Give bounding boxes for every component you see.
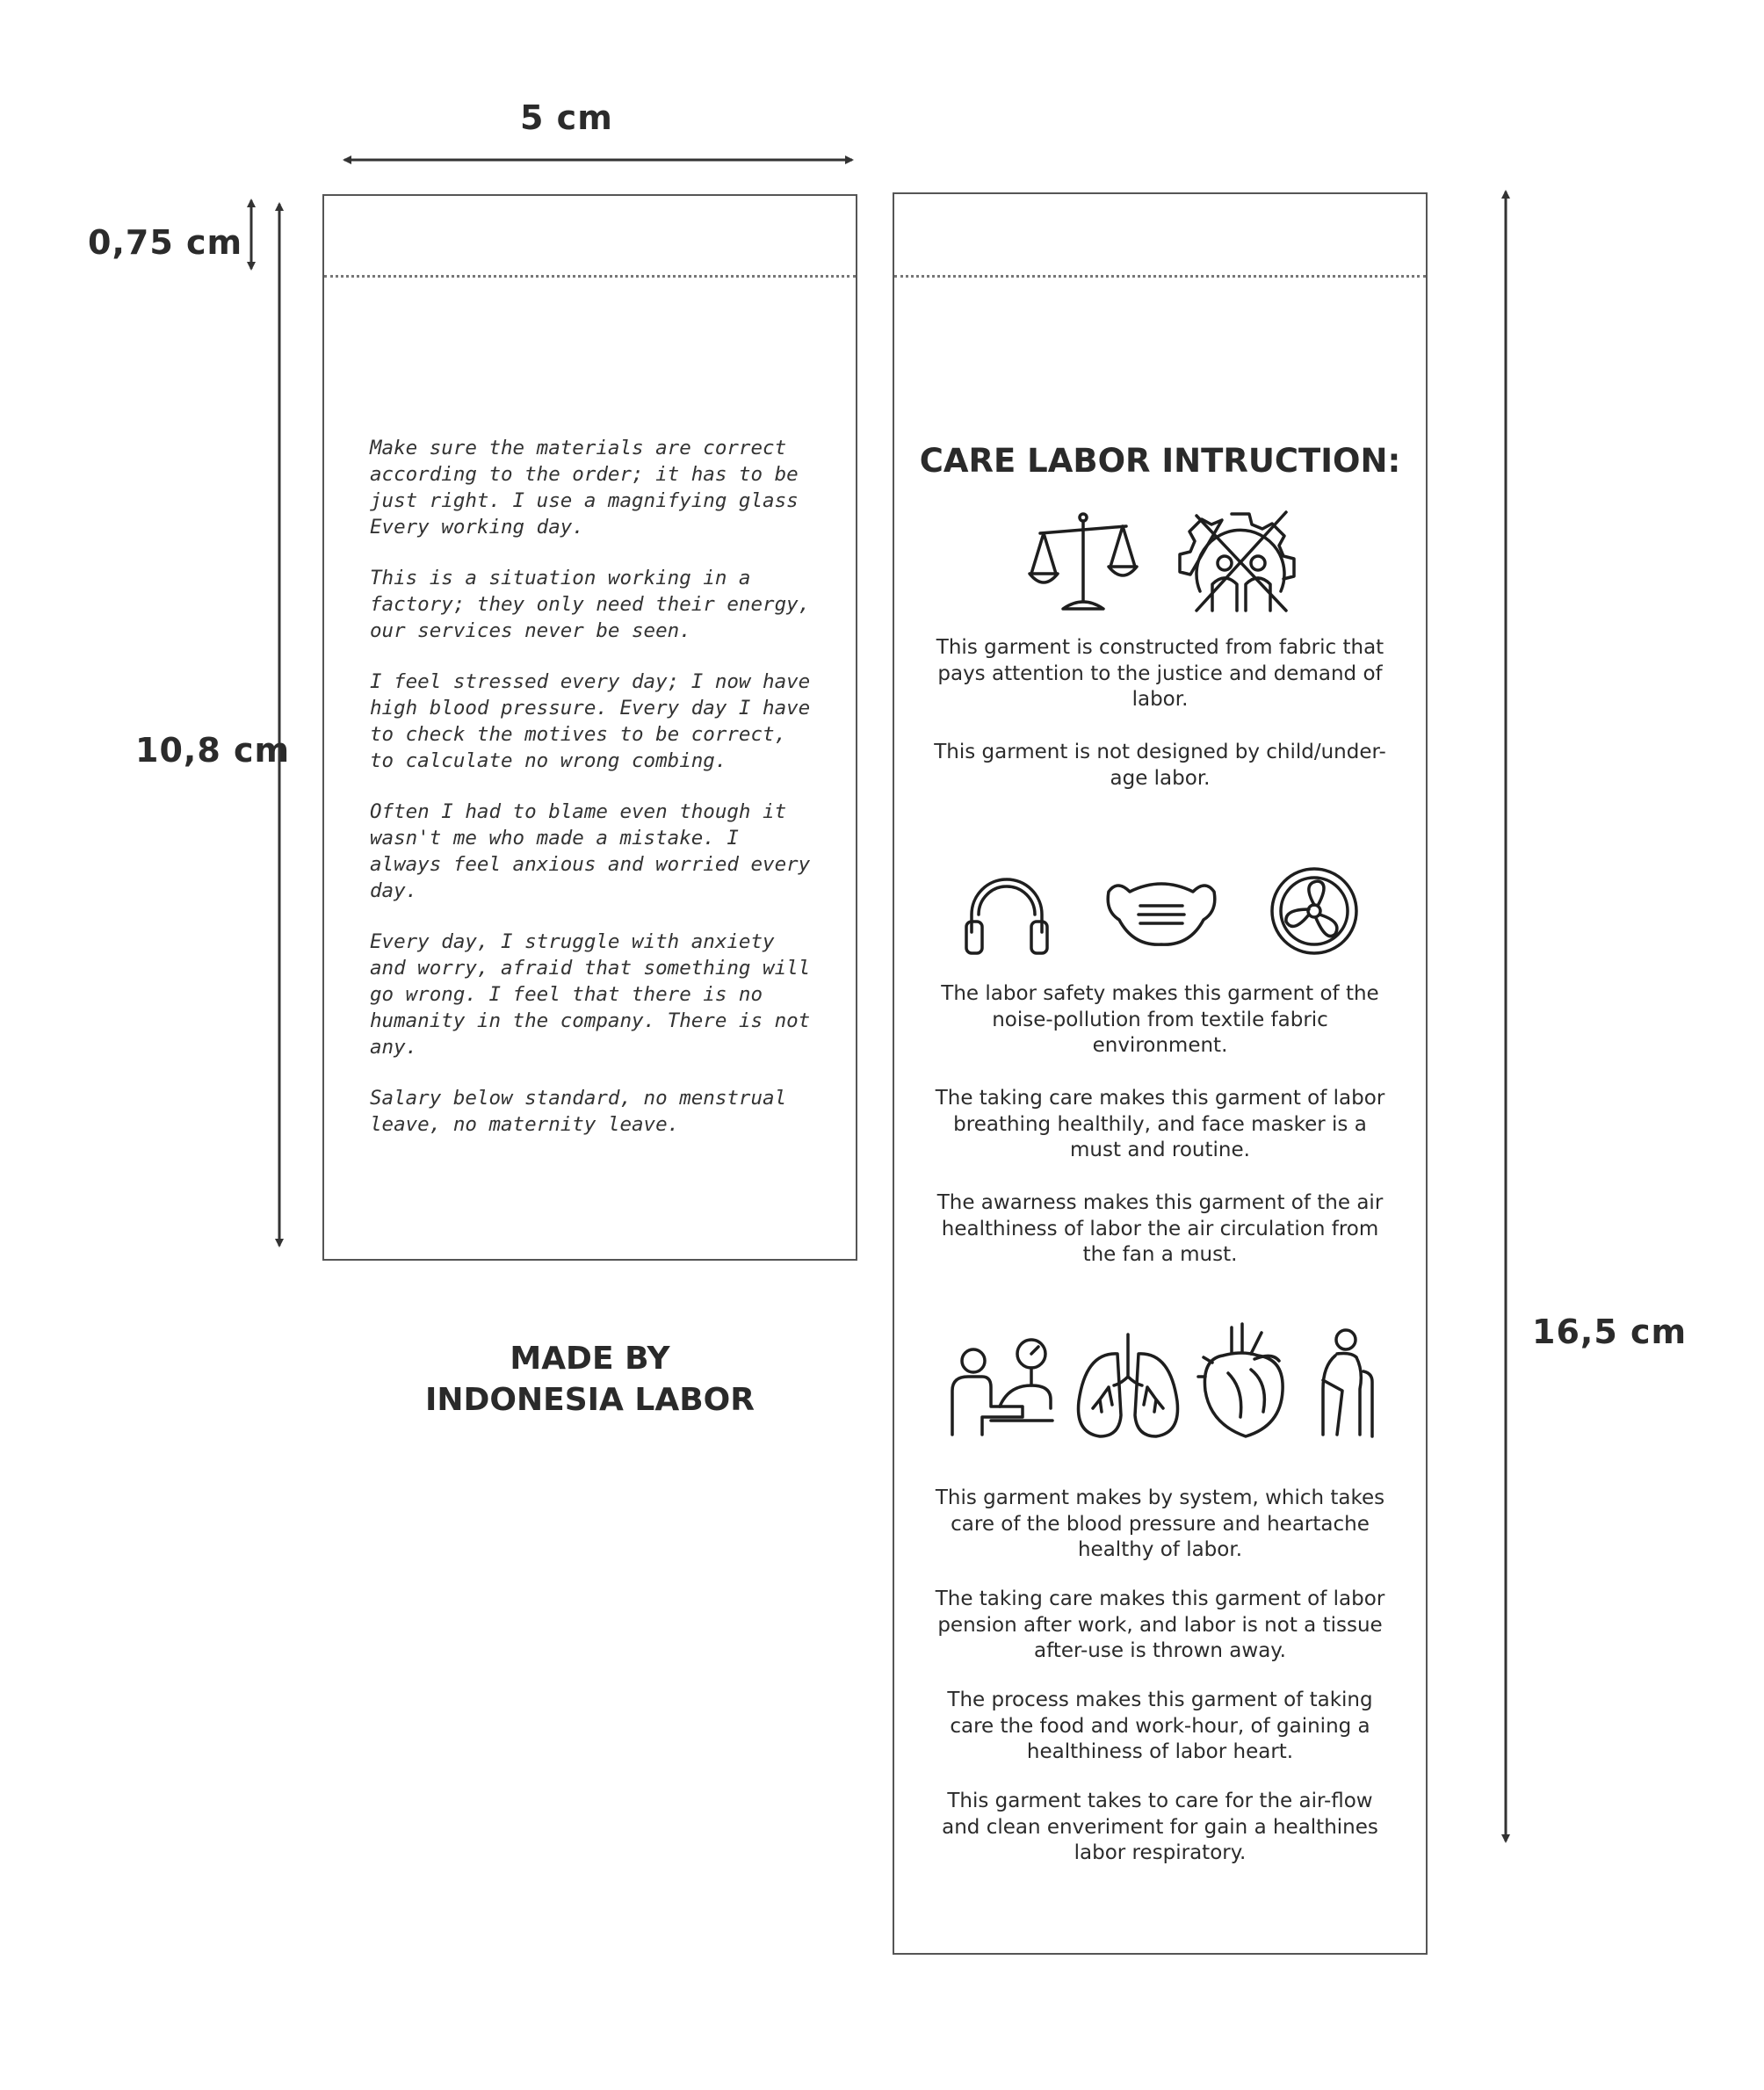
heart-icon [1196,1320,1286,1440]
care-text: The labor safety makes this garment of the noise-pollution from textile fabric environment. [941,982,1379,1057]
fan-icon [1267,864,1362,958]
story-paragraph: Salary below standard, no menstrual leave, no maternity leave. [370,1087,787,1136]
made-by-line2: INDONESIA LABOR [424,1382,755,1418]
scales-of-justice-icon [1028,510,1139,614]
face-mask-icon [1105,872,1218,948]
no-child-labor-icon [1174,507,1307,618]
story-paragraph: Often I had to blame even though it wasn't me who made a mistake. I always feel anxious and worried every day. [370,800,811,902]
care-text: The taking care makes this garment of labor pension after work, and labor is not a tissue after-use is thrown away. [935,1587,1385,1662]
story-paragraph: Make sure the materials are correct according to the order; it has to be just right. I use a magnifying glass Every working day. [370,437,799,539]
lungs-icon [1074,1331,1182,1440]
long-height-dimension: 16,5 cm [1532,1313,1688,1351]
fold-line [894,275,1426,278]
care-text: The process makes this garment of taking care the food and work-hour, of gaining a healthiness of labor heart. [947,1689,1373,1763]
front-label [322,194,857,1418]
care-text: The awarness makes this garment of the air healthiness of labor the air circulation from the fan a must. [936,1191,1384,1266]
fold-dimension: 0,75 cm [88,223,243,262]
care-text: This garment makes by system, which takes care of the blood pressure and heartache healthy of labor. [935,1486,1385,1561]
care-label [893,192,1428,1955]
care-title: CARE LABOR INTRUCTION: [919,442,1401,480]
care-text: This garment is constructed from fabric that pays attention to the justice and demand of labor. [936,636,1384,711]
width-dimension: 5 cm [520,98,613,137]
fold-line [324,275,856,278]
care-text: This garment takes to care for the air-flow and clean enveriment for gain a healthines labor respiratory. [942,1790,1378,1864]
made-by-title [324,1338,856,1421]
care-text: The taking care makes this garment of labor breathing healthily, and face masker is a must and routine. [935,1087,1385,1161]
elderly-person-icon [1311,1327,1377,1438]
short-height-dimension: 10,8 cm [135,731,291,770]
headphones-icon [961,871,1052,957]
story-paragraph: This is a situation working in a factory; they only need their energy, our services never be seen. [370,567,811,642]
care-text: This garment is not designed by child/under-age labor. [934,741,1386,790]
blood-pressure-check-icon [947,1336,1054,1436]
story-paragraph: Every day, I struggle with anxiety and worry, afraid that something will go wrong. I feel that there is no humanity in the company. There is not any. [370,930,811,1059]
worker-story [370,435,818,1162]
story-paragraph: I feel stressed every day; I now have high blood pressure. Every day I have to check the motives to be correct, to calculate no wrong combing. [370,670,811,772]
made-by-line1: MADE BY [510,1341,670,1377]
